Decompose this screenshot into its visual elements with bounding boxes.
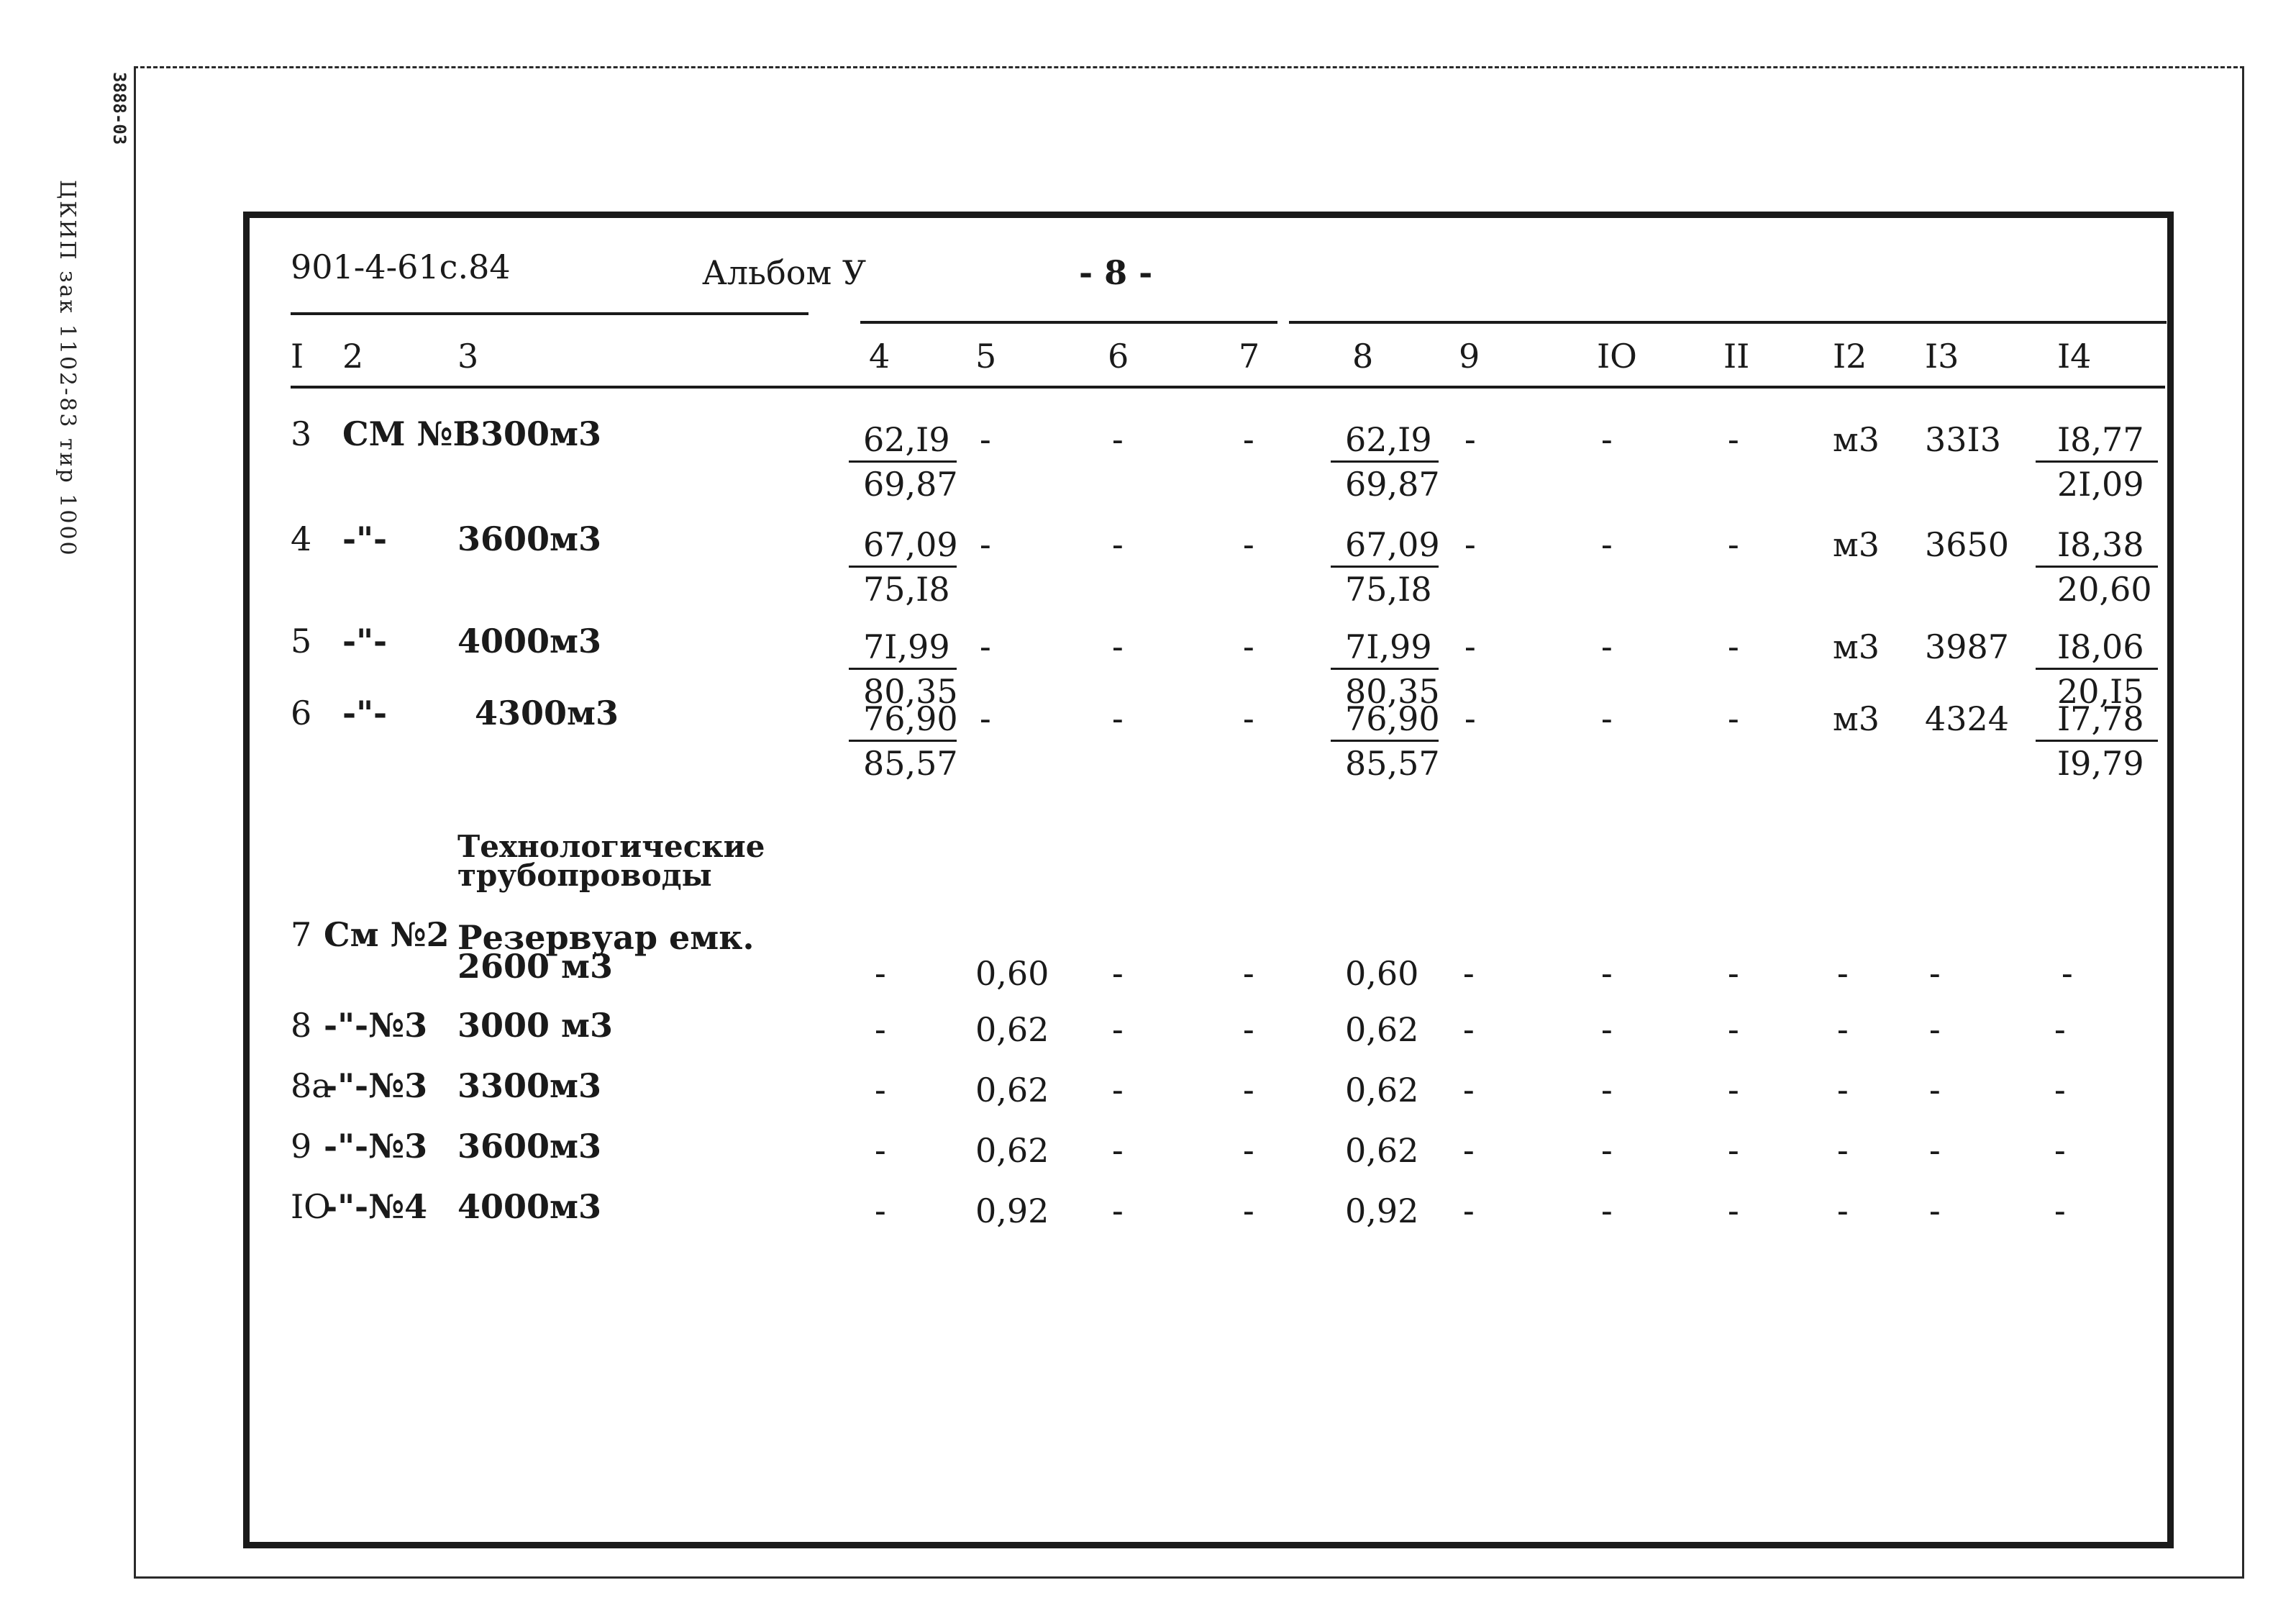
document-designation: 901-4-61с.84 <box>291 248 511 286</box>
cell-dash: - <box>1239 420 1259 459</box>
column-number: IO <box>1597 337 1637 376</box>
row-volume: 3300м3 <box>457 414 601 453</box>
row-reference: -"- <box>342 694 388 732</box>
cell-dash: - <box>1597 1010 1617 1049</box>
cell-dash: - <box>2050 1010 2070 1049</box>
fraction-bar <box>2036 460 2158 463</box>
cell-dash: - <box>870 1191 890 1230</box>
row-volume: 3300м3 <box>457 1066 601 1105</box>
cell-dash: - <box>2050 1191 2070 1230</box>
cell-dash: - <box>1925 1131 1945 1170</box>
cell-dash: - <box>1459 1191 1479 1230</box>
unit-label: м3 <box>1833 420 1880 459</box>
cell-dash: - <box>2050 1131 2070 1170</box>
fraction-bar <box>2036 740 2158 742</box>
cell-dash: - <box>1925 1010 1945 1049</box>
cost-numerator: 67,09 <box>1345 525 1440 564</box>
cost-value: 0,62 <box>1345 1131 1419 1170</box>
cell-dash: - <box>1239 1191 1259 1230</box>
cell-dash: - <box>1108 627 1128 666</box>
cell-dash: - <box>1833 1071 1853 1109</box>
cell-dash: - <box>1597 525 1617 564</box>
row-number: 4 <box>291 519 312 558</box>
cell-dash: - <box>1833 1010 1853 1049</box>
quantity-value: 4324 <box>1925 699 2010 738</box>
fraction-bar <box>2036 668 2158 670</box>
cell-dash: - <box>1597 699 1617 738</box>
cost-numerator: 62,I9 <box>863 420 950 459</box>
unit-label: м3 <box>1833 627 1880 666</box>
album-label: Альбом У <box>702 253 867 292</box>
cell-dash: - <box>1460 525 1480 564</box>
cell-dash: - <box>1723 627 1744 666</box>
cost-numerator: 62,I9 <box>1345 420 1432 459</box>
fraction-bar <box>1331 740 1439 742</box>
unit-label: м3 <box>1833 525 1880 564</box>
column-number: 6 <box>1108 337 1129 376</box>
unit-cost-numerator: I8,38 <box>2057 525 2144 564</box>
cell-dash: - <box>975 627 996 666</box>
cost-value: 0,62 <box>1345 1010 1419 1049</box>
cost-value: 0,60 <box>975 954 1049 993</box>
unit-cost-denominator: 20,60 <box>2057 570 2152 609</box>
cell-dash: - <box>1239 699 1259 738</box>
cell-dash: - <box>1108 525 1128 564</box>
cost-value: 0,62 <box>1345 1071 1419 1109</box>
cost-value: 0,62 <box>975 1010 1049 1049</box>
unit-cost-denominator: 2I,09 <box>2057 465 2144 504</box>
cost-numerator: 7I,99 <box>863 627 950 666</box>
cost-denominator: 85,57 <box>1345 744 1440 783</box>
column-number: 5 <box>975 337 997 376</box>
cell-dash: - <box>1723 699 1744 738</box>
row-volume: 4300м3 <box>475 694 619 732</box>
fraction-bar <box>849 460 957 463</box>
row-volume: 3600м3 <box>457 1127 601 1166</box>
cell-dash: - <box>1108 1131 1128 1170</box>
cell-dash: - <box>2050 1071 2070 1109</box>
corner-mark: 3888-03 <box>109 72 129 145</box>
cell-dash: - <box>1239 1071 1259 1109</box>
cell-dash: - <box>1723 1191 1744 1230</box>
cell-dash: - <box>1239 954 1259 993</box>
cell-dash: - <box>870 1010 890 1049</box>
unit-cost-denominator: 20,I5 <box>2057 672 2144 711</box>
header-rule-left <box>291 312 808 315</box>
row-number: IO <box>291 1187 331 1226</box>
row-volume: 3000 м3 <box>457 1006 614 1045</box>
row-volume: 3600м3 <box>457 519 601 558</box>
row-reference: -"- <box>342 622 388 661</box>
cell-dash: - <box>1460 627 1480 666</box>
cell-dash: - <box>1460 699 1480 738</box>
row-reference: CM №I <box>342 414 469 453</box>
cell-dash: - <box>1459 1071 1479 1109</box>
cell-dash: - <box>1925 1071 1945 1109</box>
fraction-bar <box>849 668 957 670</box>
cell-dash: - <box>1833 954 1853 993</box>
section-title-line2: трубопроводы <box>457 858 712 893</box>
cell-dash: - <box>1597 420 1617 459</box>
column-number: II <box>1723 337 1750 376</box>
cell-dash: - <box>1108 420 1128 459</box>
column-number: I3 <box>1925 337 1959 376</box>
row-volume: 4000м3 <box>457 1187 601 1226</box>
cost-value: 0,62 <box>975 1071 1049 1109</box>
cell-dash: - <box>1833 1131 1853 1170</box>
cell-dash: - <box>1239 525 1259 564</box>
row-reference: -"-№4 <box>324 1187 428 1226</box>
quantity-value: 33I3 <box>1925 420 2001 459</box>
row-reference: -"-№3 <box>324 1006 428 1045</box>
cell-dash: - <box>1459 1010 1479 1049</box>
cell-dash: - <box>1108 699 1128 738</box>
cell-dash: - <box>1723 1071 1744 1109</box>
unit-cost-denominator: I9,79 <box>2057 744 2144 783</box>
fraction-bar <box>2036 566 2158 568</box>
cell-dash: - <box>2057 954 2077 993</box>
cell-dash: - <box>1723 954 1744 993</box>
cell-dash: - <box>1597 954 1617 993</box>
cell-dash: - <box>1459 954 1479 993</box>
cost-value: 0,92 <box>975 1191 1049 1230</box>
quantity-value: 3987 <box>1925 627 2010 666</box>
cell-dash: - <box>1833 1191 1853 1230</box>
row-number: 8 <box>291 1006 312 1045</box>
cell-dash: - <box>1597 1131 1617 1170</box>
row-description: Резервуар емк. <box>457 918 755 957</box>
cell-dash: - <box>1108 1191 1128 1230</box>
cell-dash: - <box>975 420 996 459</box>
cost-numerator: 7I,99 <box>1345 627 1432 666</box>
column-number: 3 <box>457 337 479 376</box>
cell-dash: - <box>975 525 996 564</box>
cell-dash: - <box>975 699 996 738</box>
cell-dash: - <box>1459 1131 1479 1170</box>
cell-dash: - <box>1723 1131 1744 1170</box>
row-number: 5 <box>291 622 312 661</box>
fraction-bar <box>849 740 957 742</box>
cost-denominator: 85,57 <box>863 744 958 783</box>
cell-dash: - <box>1108 1010 1128 1049</box>
fraction-bar <box>1331 668 1439 670</box>
row-reference: -"-№3 <box>324 1066 428 1105</box>
print-stamp: ЦКИП зак 1102-83 тир 1000 <box>55 180 80 558</box>
cell-dash: - <box>870 1131 890 1170</box>
section-title: Технологические <box>457 829 765 864</box>
column-number: 8 <box>1352 337 1374 376</box>
column-number: 7 <box>1239 337 1260 376</box>
cell-dash: - <box>1925 1191 1945 1230</box>
cost-numerator: 76,90 <box>1345 699 1440 738</box>
cell-dash: - <box>1597 627 1617 666</box>
cost-denominator: 69,87 <box>1345 465 1440 504</box>
row-number: 9 <box>291 1127 312 1166</box>
cell-dash: - <box>1925 954 1945 993</box>
row-volume: 4000м3 <box>457 622 601 661</box>
cell-dash: - <box>1108 1071 1128 1109</box>
cell-dash: - <box>1723 525 1744 564</box>
unit-cost-numerator: I8,06 <box>2057 627 2144 666</box>
column-number: 4 <box>869 337 890 376</box>
unit-cost-numerator: I8,77 <box>2057 420 2144 459</box>
cost-denominator: 80,35 <box>863 672 958 711</box>
cell-dash: - <box>1239 1010 1259 1049</box>
cost-value: 0,92 <box>1345 1191 1419 1230</box>
cell-dash: - <box>870 1071 890 1109</box>
cost-denominator: 75,I8 <box>1345 570 1432 609</box>
row-number: 8а <box>291 1066 332 1105</box>
cost-numerator: 76,90 <box>863 699 958 738</box>
fraction-bar <box>1331 460 1439 463</box>
header-rule-mid <box>860 321 1277 324</box>
unit-cost-numerator: I7,78 <box>2057 699 2144 738</box>
cost-value: 0,62 <box>975 1131 1049 1170</box>
cost-value: 0,60 <box>1345 954 1419 993</box>
unit-label: м3 <box>1833 699 1880 738</box>
row-number: 7 <box>291 915 312 954</box>
column-number: 9 <box>1459 337 1480 376</box>
cell-dash: - <box>1723 1010 1744 1049</box>
quantity-value: 3650 <box>1925 525 2010 564</box>
fraction-bar <box>1331 566 1439 568</box>
cost-numerator: 67,09 <box>863 525 958 564</box>
column-number: I2 <box>1833 337 1867 376</box>
cell-dash: - <box>1239 1131 1259 1170</box>
row-volume: 2600 м3 <box>457 947 614 986</box>
header-rule-right <box>1289 321 2167 324</box>
cell-dash: - <box>1239 627 1259 666</box>
cell-dash: - <box>1723 420 1744 459</box>
row-reference: См №2 <box>324 915 450 954</box>
row-reference: -"- <box>342 519 388 558</box>
cost-denominator: 69,87 <box>863 465 958 504</box>
cell-dash: - <box>870 954 890 993</box>
cell-dash: - <box>1460 420 1480 459</box>
cell-dash: - <box>1597 1191 1617 1230</box>
row-number: 3 <box>291 414 312 453</box>
column-header-rule <box>291 386 2165 389</box>
cost-denominator: 80,35 <box>1345 672 1440 711</box>
column-number: I4 <box>2057 337 2092 376</box>
cell-dash: - <box>1597 1071 1617 1109</box>
cost-denominator: 75,I8 <box>863 570 950 609</box>
row-number: 6 <box>291 694 312 732</box>
column-number: I <box>291 337 304 376</box>
row-reference: -"-№3 <box>324 1127 428 1166</box>
fraction-bar <box>849 566 957 568</box>
column-number: 2 <box>342 337 364 376</box>
cell-dash: - <box>1108 954 1128 993</box>
page-number: - 8 - <box>1079 253 1153 292</box>
